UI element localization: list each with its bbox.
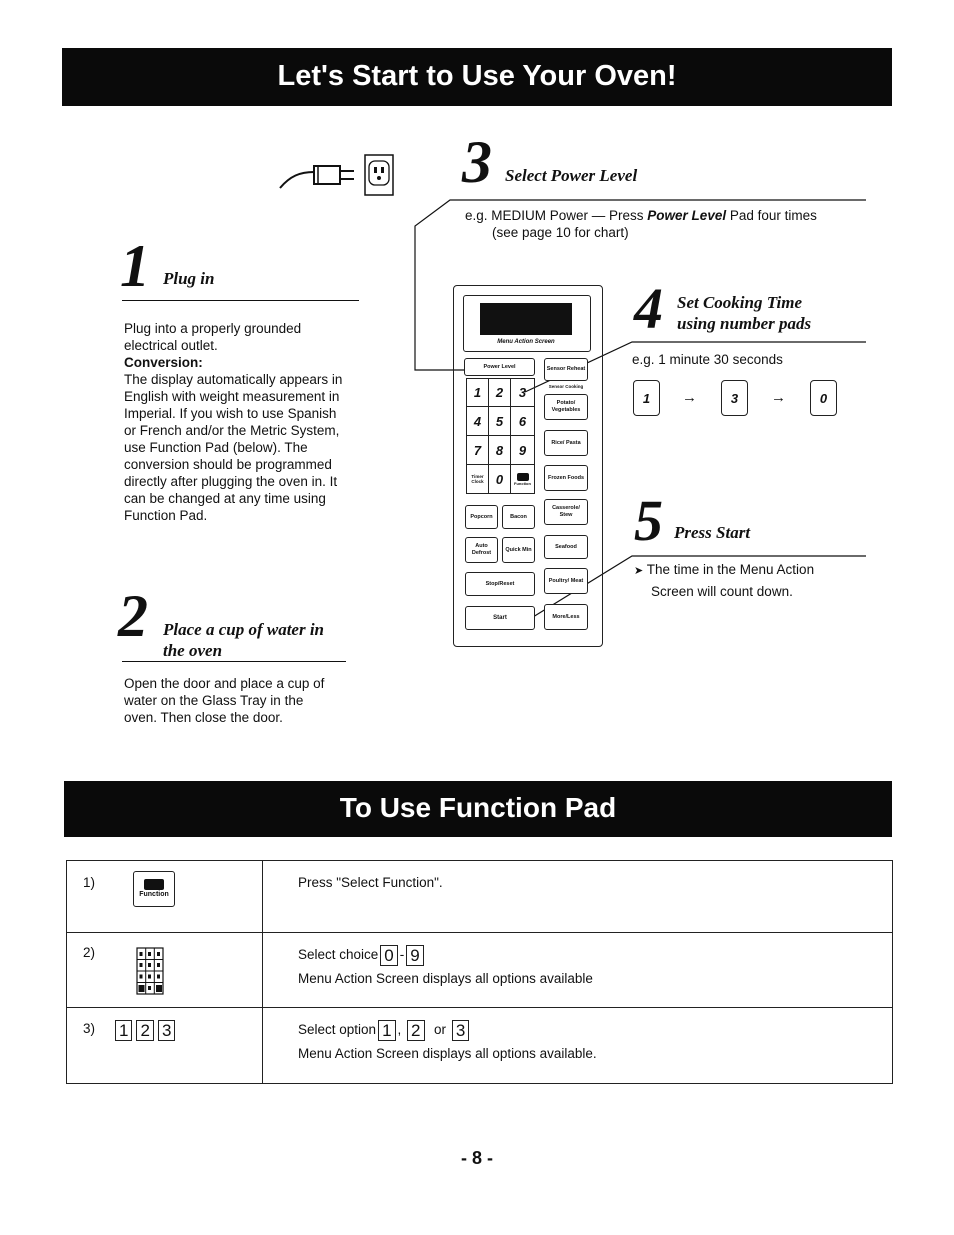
step-3-line: (see page 10 for chart) <box>492 225 629 240</box>
banner-title: To Use Function Pad <box>339 792 617 823</box>
step-1-title: Plug in <box>163 269 215 288</box>
step-2-number: 2 <box>118 583 148 649</box>
poultry-meat-pad[interactable]: Poultry/ Meat <box>544 568 588 594</box>
section-banner-function-pad <box>64 781 892 837</box>
function-label: Function <box>514 480 531 486</box>
pad-3[interactable]: 3 <box>721 380 748 416</box>
number-key-6[interactable]: 6 <box>510 406 535 436</box>
number-key-7[interactable]: 7 <box>466 435 489 465</box>
number-key-9[interactable]: 9 <box>510 435 535 465</box>
auto-defrost-pad[interactable]: Auto Defrost <box>465 537 498 563</box>
page-number: - 8 - <box>460 1148 493 1168</box>
option-keys <box>113 1020 177 1041</box>
table-row <box>67 1008 893 1084</box>
option-key-3[interactable]: 3 <box>158 1020 175 1041</box>
conversion-line: Imperial. If you wish to use Spanish <box>124 406 337 421</box>
sensor-reheat-pad[interactable]: Sensor Reheat <box>544 358 588 381</box>
table-cell-index <box>67 933 263 1008</box>
step-3-line-pre: e.g. MEDIUM Power — Press <box>465 208 648 223</box>
arrow-icon: → <box>682 389 697 406</box>
step-4-title-line: Set Cooking Time <box>677 293 802 312</box>
more-less-pad[interactable]: More/Less <box>544 604 588 630</box>
pad-0[interactable]: 0 <box>810 380 837 416</box>
choice-separator: - <box>399 947 405 962</box>
timer-clock-key[interactable] <box>466 464 489 494</box>
choice-key-0: 0 <box>380 945 397 966</box>
option-key-2[interactable]: 2 <box>136 1020 153 1041</box>
number-key-5[interactable]: 5 <box>488 406 511 436</box>
row-line: Select option 1 , 2 or 3 <box>298 1018 892 1042</box>
step-1-number: 1 <box>120 233 150 299</box>
option-box-1: 1 <box>378 1020 395 1041</box>
step-4-number: 4 <box>634 276 663 341</box>
stop-reset-pad[interactable]: Stop/Reset <box>465 572 535 596</box>
row-index: 3) <box>83 1021 96 1036</box>
choice-key-9: 9 <box>406 945 423 966</box>
potato-vegetables-pad[interactable]: Potato/ Vegetables <box>544 394 588 420</box>
function-pad-label: Function <box>139 891 169 898</box>
conversion-line: or French and/or the Metric System, <box>124 423 340 438</box>
banner-title: Let's Start to Use Your Oven! <box>277 60 677 92</box>
conversion-label: Conversion: <box>124 355 203 370</box>
row-line <box>298 943 892 967</box>
conversion-line: Function Pad. <box>124 508 208 523</box>
choice-label: Select choice <box>298 947 379 962</box>
table-row <box>67 933 893 1008</box>
step-5-title: Press Start <box>674 523 751 542</box>
screen-label: Menu Action Screen <box>497 339 555 345</box>
conversion-line: conversion should be programmed <box>124 457 332 472</box>
step-2-line: Open the door and place a cup of <box>124 676 325 691</box>
conversion-line: The display automatically appears in <box>124 372 343 387</box>
casserole-stew-pad[interactable]: Casserole/ Stew <box>544 499 588 525</box>
row-index: 1) <box>83 875 96 890</box>
row-index: 2) <box>83 945 96 960</box>
step-3-line-post: Pad four times <box>726 208 817 223</box>
step-5-text <box>634 561 874 600</box>
option-box-2: 2 <box>407 1020 424 1041</box>
step-4-title-line: using number pads <box>677 314 812 333</box>
step-5-line-text: The time in the Menu Action <box>646 562 815 577</box>
conversion-line: can be changed at any time using <box>124 491 326 506</box>
step-2-line: oven. Then close the door. <box>124 710 283 725</box>
seafood-pad[interactable]: Seafood <box>544 535 588 559</box>
number-key-4[interactable]: 4 <box>466 406 489 436</box>
step-4-example: e.g. 1 minute 30 seconds <box>632 352 783 367</box>
table-cell-text <box>263 1008 893 1084</box>
step-3-number: 3 <box>462 129 492 195</box>
power-level-pad[interactable]: Power Level <box>464 358 535 376</box>
function-icon <box>517 473 529 481</box>
number-key-1[interactable]: 1 <box>466 378 489 407</box>
step-5-line: Screen will count down. <box>651 584 793 599</box>
option-label: Select option <box>298 1022 377 1037</box>
row-text: Press "Select Function". <box>298 875 443 890</box>
row-line: Menu Action Screen displays all options available. <box>298 1046 597 1061</box>
quick-min-pad[interactable]: Quick Min <box>502 537 535 563</box>
bacon-pad[interactable]: Bacon <box>502 505 535 529</box>
frozen-foods-pad[interactable]: Frozen Foods <box>544 465 588 491</box>
pointer-arrow-icon: ➤ <box>634 565 644 577</box>
step-5-number: 5 <box>634 488 663 553</box>
timer-clock-label: Timer Clock <box>471 474 484 484</box>
number-key-0[interactable]: 0 <box>488 464 511 494</box>
step-2-line: water on the Glass Tray in the <box>124 693 304 708</box>
number-key-8[interactable]: 8 <box>488 435 511 465</box>
function-key[interactable] <box>510 464 535 494</box>
function-pad-table <box>66 860 893 1084</box>
table-cell-text <box>263 861 893 933</box>
table-row <box>67 861 893 933</box>
row-line: Menu Action Screen displays all options available <box>298 971 593 986</box>
number-key-2[interactable]: 2 <box>488 378 511 407</box>
rice-pasta-pad[interactable]: Rice/ Pasta <box>544 430 588 456</box>
table-cell-index <box>67 1008 263 1084</box>
option-key-1[interactable]: 1 <box>115 1020 132 1041</box>
pad-1[interactable]: 1 <box>633 380 660 416</box>
option-or: or <box>434 1022 447 1037</box>
step-2-title-line: the oven <box>163 641 223 660</box>
start-pad[interactable]: Start <box>465 606 535 630</box>
conversion-line: use Function Pad (below). The <box>124 440 308 455</box>
step-5-line <box>634 561 874 580</box>
function-pad-icon[interactable] <box>133 871 175 907</box>
step-4-title <box>677 292 811 334</box>
sensor-cooking-label: Sensor Cooking <box>548 384 584 389</box>
step-1-line: Plug into a properly grounded <box>124 321 302 336</box>
step-2-title-line: Place a cup of water in <box>163 620 325 639</box>
conversion-line: English with weight measurement in <box>124 389 340 404</box>
arrow-icon: → <box>771 389 786 406</box>
conversion-line: directly after plugging the oven in. It <box>124 474 338 489</box>
step-1-line: electrical outlet. <box>124 338 218 353</box>
power-level-emphasis: Power Level <box>647 208 727 223</box>
number-key-3[interactable]: 3 <box>510 378 535 407</box>
popcorn-pad[interactable]: Popcorn <box>465 505 498 529</box>
option-box-3: 3 <box>452 1020 469 1041</box>
number-keypad-icon <box>136 947 164 995</box>
table-cell-index <box>67 861 263 933</box>
menu-action-screen <box>480 303 572 335</box>
function-symbol-icon <box>144 879 164 890</box>
step-3-title: Select Power Level <box>505 166 638 185</box>
table-cell-text <box>263 933 893 1008</box>
